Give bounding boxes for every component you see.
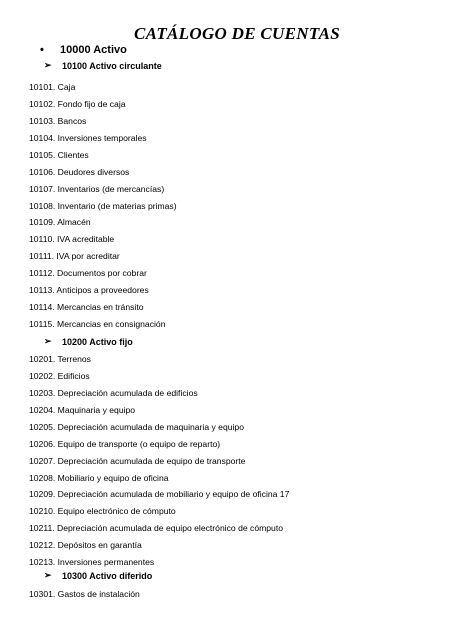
arrow-bullet-icon: ➢ <box>44 570 52 580</box>
bullet-icon: • <box>40 44 44 56</box>
account-item: 10210. Equipo electrónico de cómputo <box>29 506 176 517</box>
account-item: 10107. Inventarios (de mercancías) <box>29 183 165 194</box>
account-item: 10212. Depósitos en garantía <box>29 540 142 551</box>
account-item: 10204. Maquinaria y equipo <box>29 404 136 415</box>
section-heading <box>44 60 162 71</box>
account-item: 10114. Mercancias en tránsito <box>29 302 144 313</box>
account-item: 10113. Anticipos a proveedores <box>29 285 149 296</box>
section-heading-label: 10300 Activo diferido <box>62 570 153 581</box>
account-item: 10203. Depreciación acumulada de edificios <box>29 387 198 398</box>
account-item: 10202. Edificios <box>29 370 90 381</box>
account-item: 10106. Deudores diversos <box>29 166 130 177</box>
account-item: 10301. Gastos de instalación <box>29 589 140 599</box>
account-item: 10102. Fondo fijo de caja <box>29 98 126 109</box>
account-item: 10209. Depreciación acumulada de mobiliario y equipo de oficina 17 <box>29 489 290 500</box>
account-item: 10103. Bancos <box>29 115 87 126</box>
account-item: 10208. Mobiliario y equipo de oficina <box>29 472 169 483</box>
account-item: 10108. Inventario (de materias primas) <box>29 200 177 211</box>
page-title: CATÁLOGO DE CUENTAS <box>134 24 340 43</box>
account-item: 10205. Depreciación acumulada de maquinaria y equipo <box>29 421 244 432</box>
account-item: 10211. Depreciación acumulada de equipo electrónico de cómputo <box>29 523 284 534</box>
group-heading <box>40 44 127 56</box>
account-item: 10112. Documentos por cobrar <box>29 268 147 279</box>
section-heading-label: 10100 Activo circulante <box>62 60 162 71</box>
account-item: 10109. Almacén <box>29 217 91 228</box>
account-item: 10111. IVA por acreditar <box>29 251 120 262</box>
account-item: 10115. Mercancias en consignación <box>29 319 166 329</box>
account-item: 10206. Equipo de transporte (o equipo de reparto) <box>29 438 221 449</box>
arrow-bullet-icon: ➢ <box>44 336 52 346</box>
account-item: 10110. IVA acreditable <box>29 234 115 245</box>
section-heading <box>44 570 152 581</box>
account-item: 10101. Caja <box>29 82 76 92</box>
section-heading <box>44 336 133 347</box>
account-item: 10213. Inversiones permanentes <box>29 557 155 568</box>
section-heading-label: 10200 Activo fijo <box>62 336 133 347</box>
account-item: 10207. Depreciación acumulada de equipo de transporte <box>29 455 246 466</box>
account-item: 10104. Inversiones temporales <box>29 132 147 143</box>
account-item: 10105. Clientes <box>29 149 89 160</box>
arrow-bullet-icon: ➢ <box>44 60 52 70</box>
group-heading-label: 10000 Activo <box>60 44 127 56</box>
account-item: 10201. Terrenos <box>29 354 91 364</box>
